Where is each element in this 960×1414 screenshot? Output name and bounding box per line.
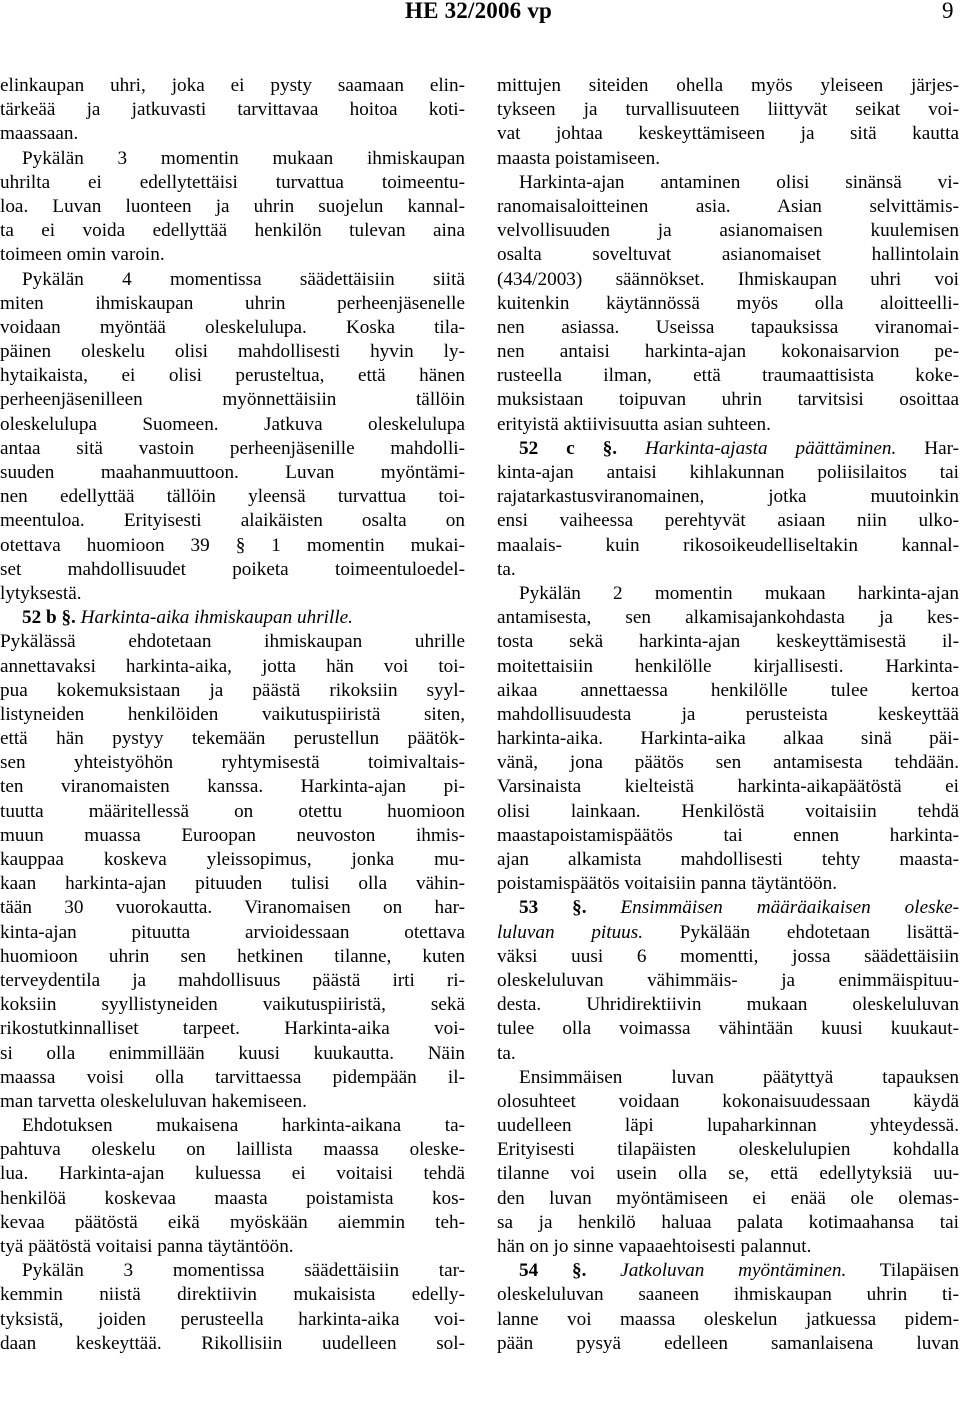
text-line bbox=[497, 1066, 959, 1090]
line-text: (434/2003) säännökset. Ihmiskaupan uhri voi bbox=[497, 268, 959, 290]
line-text: erityistä aktiivisuutta asian suhteen. bbox=[497, 413, 771, 435]
text-line bbox=[0, 703, 465, 727]
line-text: antaa sitä vastoin perheenjäsenille mahdolli- bbox=[0, 437, 465, 459]
line-text: Tilapäisen bbox=[846, 1260, 959, 1282]
text-line bbox=[0, 751, 465, 775]
text-line bbox=[0, 679, 465, 703]
text-line bbox=[0, 122, 465, 146]
line-text: Har- bbox=[896, 437, 959, 459]
section-number: 52 b §. bbox=[22, 607, 76, 629]
line-text: tyä päätöstä voitaisi panna täytäntöön. bbox=[0, 1236, 294, 1257]
section-title: Ensimmäisen määräaikaisen oleske- bbox=[620, 897, 959, 919]
line-text: lanne voi maassa oleskelun jatkuessa pidem- bbox=[497, 1308, 959, 1330]
text-line bbox=[497, 219, 959, 243]
text-line bbox=[497, 1042, 959, 1066]
text-line bbox=[497, 388, 959, 412]
text-line bbox=[0, 630, 465, 654]
text-line bbox=[0, 872, 465, 896]
line-text: si olla enimmillään kuusi kuukautta. Näin bbox=[0, 1042, 465, 1064]
text-line bbox=[497, 775, 959, 799]
line-text: nen edellyttää tällöin yleensä turvattua toi- bbox=[0, 486, 465, 508]
text-line bbox=[497, 461, 959, 485]
text-line bbox=[497, 1235, 959, 1259]
text-line bbox=[497, 727, 959, 751]
line-text: sa ja henkilö haluaa palata kotimaahansa tai bbox=[497, 1211, 959, 1233]
line-text: Ehdotuksen mukaisena harkinta-aikana ta- bbox=[22, 1115, 465, 1137]
line-text: antamisesta, sen alkamisajankohdasta ja kes- bbox=[497, 607, 959, 629]
line-text: maassa voisi olla tarvittaessa pidempään il- bbox=[0, 1066, 465, 1088]
line-text: Pykälän 3 momentin mukaan ihmiskaupan bbox=[22, 147, 465, 169]
line-text: ta ei voida edellyttää henkilön tulevan aina bbox=[0, 220, 465, 242]
line-text: nen asiassa. Useissa tapauksissa viranomai- bbox=[497, 316, 959, 338]
line-text: maalais- kuin rikosoikeudelliseltakin kannal- bbox=[497, 534, 959, 556]
line-text: velvollisuuden ja asianomaisen kuulemisen bbox=[497, 220, 959, 242]
text-line bbox=[0, 171, 465, 195]
line-text: osalta soveltuvat asianomaiset hallintolain bbox=[497, 244, 959, 266]
text-line bbox=[497, 413, 959, 437]
line-text: olosuhteet voidaan kokonaisuudessaan käydä bbox=[497, 1090, 959, 1112]
line-text: aikaa annettaessa henkilölle tulee kertoa bbox=[497, 679, 959, 701]
text-line bbox=[497, 921, 959, 945]
line-text: kinta-ajan pituutta arvioidessaan otettava bbox=[0, 921, 465, 943]
line-text: Pykälän 4 momentissa säädettäisiin siitä bbox=[22, 268, 465, 290]
text-line bbox=[497, 316, 959, 340]
text-line bbox=[0, 1211, 465, 1235]
text-line bbox=[497, 268, 959, 292]
text-line bbox=[0, 848, 465, 872]
section-number: 54 §. bbox=[519, 1260, 587, 1282]
document-id: HE 32/2006 vp bbox=[405, 0, 553, 23]
line-text: ranomaisaloitteinen asia. Asian selvittämis- bbox=[497, 195, 959, 217]
text-line bbox=[497, 655, 959, 679]
text-line bbox=[0, 509, 465, 533]
line-text: maasta poistamiseen. bbox=[497, 147, 661, 169]
text-line bbox=[0, 558, 465, 582]
line-text: listyneiden henkilöiden vaikutuspiiristä siten, bbox=[0, 703, 465, 725]
text-line bbox=[497, 751, 959, 775]
text-line bbox=[0, 800, 465, 824]
text-line bbox=[497, 122, 959, 146]
line-text: Erityisesti tilapäisten oleskelulupien kohdalla bbox=[497, 1139, 959, 1161]
text-line bbox=[497, 1162, 959, 1186]
text-line bbox=[0, 1283, 465, 1307]
text-line bbox=[497, 679, 959, 703]
line-text: oleskelulupa Suomeen. Jatkuva oleskelulupa bbox=[0, 413, 465, 435]
line-text: miten ihmiskaupan uhrin perheenjäsenelle bbox=[0, 292, 465, 314]
text-line bbox=[0, 1187, 465, 1211]
line-text: suuden maahanmuuttoon. Luvan myöntämi- bbox=[0, 462, 465, 483]
right-column bbox=[497, 74, 959, 1356]
line-text: hytaikaista, ei olisi perusteltua, että hänen bbox=[0, 365, 465, 387]
line-text: Varsinaista kielteistä harkinta-aikapäätöstä ei bbox=[497, 776, 959, 798]
text-line bbox=[0, 1162, 465, 1186]
text-line bbox=[497, 485, 959, 509]
line-text: loa. Luvan luonteen ja uhrin suojelun kannal- bbox=[0, 195, 465, 217]
line-text: Pykälässä ehdotetaan ihmiskaupan uhrille bbox=[0, 631, 465, 653]
line-text: mahdollisuudesta ja perusteista keskeyttää bbox=[497, 703, 959, 725]
text-line bbox=[0, 775, 465, 799]
line-text: annettavaksi harkinta-aika, jotta hän voi toi- bbox=[0, 655, 465, 677]
line-text: lua. Harkinta-ajan kuluessa ei voitaisi tehdä bbox=[0, 1163, 465, 1185]
text-line bbox=[0, 1138, 465, 1162]
text-line bbox=[0, 437, 465, 461]
line-text: tuutta määritellessä on otettu huomioon bbox=[0, 800, 465, 822]
line-text: voidaan myöntää oleskelulupa. Koska tila- bbox=[0, 316, 465, 338]
line-text: koksiin syyllistyneiden vaikutuspiiristä, sekä bbox=[0, 994, 465, 1016]
text-line bbox=[497, 1017, 959, 1041]
section-title: Jatkoluvan myöntäminen. bbox=[620, 1260, 847, 1282]
text-line bbox=[497, 340, 959, 364]
text-line bbox=[0, 195, 465, 219]
line-text: ta. bbox=[497, 1042, 516, 1064]
line-text: oleskeluluvan saaneen ihmiskaupan uhrin ti- bbox=[497, 1284, 959, 1306]
text-line bbox=[0, 1259, 465, 1283]
line-text: hän on jo sinne vapaaehtoisesti palannut. bbox=[497, 1236, 812, 1257]
line-text: Pykälään ehdotetaan lisättä- bbox=[643, 921, 959, 943]
line-text: moitettaisiin henkilölle kirjallisesti. Harkinta- bbox=[497, 655, 959, 677]
text-line bbox=[0, 243, 465, 267]
page-number: 9 bbox=[942, 0, 954, 23]
line-text: nen antaisi harkinta-ajan kokonaisarvion pe- bbox=[497, 341, 959, 363]
text-line bbox=[497, 1308, 959, 1332]
text-line bbox=[497, 98, 959, 122]
section-title: luluvan pituus. bbox=[497, 921, 644, 943]
section-title: Harkinta-ajasta päättäminen. bbox=[644, 437, 897, 459]
line-text: man tarvetta oleskeluluvan hakemiseen. bbox=[0, 1090, 307, 1112]
text-line bbox=[0, 268, 465, 292]
line-text: Pykälän 2 momentin mukaan harkinta-ajan bbox=[519, 582, 959, 604]
text-line bbox=[0, 98, 465, 122]
line-text: poistamispäätös voitaisiin panna täytäntöön. bbox=[497, 873, 837, 895]
text-line bbox=[497, 969, 959, 993]
text-line bbox=[0, 147, 465, 171]
text-line bbox=[497, 848, 959, 872]
line-text: muksistaan toipuvan uhrin tarvitsisi osoittaa bbox=[497, 389, 959, 411]
text-line bbox=[497, 945, 959, 969]
text-line bbox=[497, 872, 959, 896]
text-line bbox=[497, 993, 959, 1017]
text-line bbox=[0, 896, 465, 920]
text-line bbox=[0, 1332, 465, 1356]
line-text: oleskeluluvan vähimmäis- ja enimmäispituu- bbox=[497, 969, 959, 991]
line-text: tärkeää ja jatkuvasti tarvittavaa hoitoa koti- bbox=[0, 99, 465, 121]
line-text: rajatarkastusviranomainen, jotka muutoinkin bbox=[497, 486, 959, 508]
text-line bbox=[497, 630, 959, 654]
text-line bbox=[497, 74, 959, 98]
text-line bbox=[497, 147, 959, 171]
text-line bbox=[0, 1017, 465, 1041]
line-text: kevaa päätöstä eikä myöskään aiemmin teh- bbox=[0, 1211, 465, 1233]
text-line bbox=[0, 74, 465, 98]
text-line bbox=[497, 582, 959, 606]
text-line bbox=[497, 1114, 959, 1138]
text-line bbox=[0, 316, 465, 340]
line-text: uudelleen läpi lupaharkinnan yhteydessä. bbox=[497, 1115, 959, 1137]
line-text: harkinta-aika. Harkinta-aika alkaa sinä päi- bbox=[497, 728, 959, 750]
section-title: Harkinta-aika ihmiskaupan uhrille. bbox=[80, 607, 353, 629]
text-line bbox=[497, 800, 959, 824]
text-line bbox=[0, 413, 465, 437]
text-line bbox=[497, 243, 959, 267]
text-line bbox=[497, 606, 959, 630]
line-text: vänä, jona päätös sen antamisesta tehdään. bbox=[497, 752, 959, 774]
text-line bbox=[0, 461, 465, 485]
line-text: rusteella ilman, että traumaattisista koke- bbox=[497, 365, 959, 387]
text-line bbox=[0, 606, 465, 630]
text-line bbox=[0, 969, 465, 993]
section-number: 52 c §. bbox=[519, 437, 618, 459]
text-line bbox=[0, 1114, 465, 1138]
line-text: tykseen ja turvallisuuteen liittyvät seikat voi- bbox=[497, 99, 959, 121]
line-text: kinta-ajan antaisi kihlakunnan poliisilaitos tai bbox=[497, 462, 959, 483]
page-header bbox=[0, 0, 960, 30]
line-text: desta. Uhridirektiivin mukaan oleskeluluvan bbox=[497, 994, 959, 1016]
line-text: meentuloa. Erityisesti alaikäisten osalta on bbox=[0, 510, 465, 532]
line-text: perheenjäsenilleen myönnettäisiin tällöin bbox=[0, 389, 465, 411]
line-text: tään 30 vuorokautta. Viranomaisen on har- bbox=[0, 897, 465, 919]
line-text: pua kokemuksistaan ja päästä rikoksiin syyl- bbox=[0, 679, 465, 701]
line-text: muun muassa Euroopan neuvoston ihmis- bbox=[0, 824, 465, 846]
text-line bbox=[497, 1259, 959, 1283]
line-text: kuitenkin käytännössä myös olla aloitteelli- bbox=[497, 292, 959, 314]
text-line bbox=[497, 1283, 959, 1307]
line-text: Pykälän 3 momentissa säädettäisiin tar- bbox=[22, 1260, 465, 1282]
text-line bbox=[0, 945, 465, 969]
line-text: maastapoistamispäätös tai ennen harkinta- bbox=[497, 824, 959, 846]
text-line bbox=[0, 655, 465, 679]
text-line bbox=[0, 1235, 465, 1259]
text-line bbox=[0, 993, 465, 1017]
left-column bbox=[0, 74, 465, 1356]
text-line bbox=[0, 485, 465, 509]
text-line bbox=[497, 1187, 959, 1211]
line-text: toimeen omin varoin. bbox=[0, 244, 165, 266]
text-line bbox=[0, 534, 465, 558]
text-line bbox=[497, 896, 959, 920]
line-text: että hän pystyy tekemään perustellun päätök- bbox=[0, 728, 465, 750]
line-text: pään pysyä edelleen samanlaisena luvan bbox=[497, 1332, 959, 1354]
text-line bbox=[497, 292, 959, 316]
text-line bbox=[497, 534, 959, 558]
text-line bbox=[0, 364, 465, 388]
line-text: ensi vaiheessa perehtyvät asiaan niin ulko- bbox=[497, 510, 959, 532]
text-line bbox=[497, 703, 959, 727]
text-line bbox=[497, 509, 959, 533]
line-text: olisi lainkaan. Henkilöstä voitaisiin tehdä bbox=[497, 800, 959, 822]
line-text: väksi uusi 6 momentti, jossa säädettäisiin bbox=[497, 945, 959, 967]
line-text: ten viranomaisten kanssa. Harkinta-ajan pi- bbox=[0, 776, 465, 798]
line-text: ajan alkamista mahdollisesti tehty maasta- bbox=[497, 849, 959, 870]
text-line bbox=[497, 171, 959, 195]
text-line bbox=[497, 1138, 959, 1162]
line-text: kemmin niistä direktiivin mukaisista edelly- bbox=[0, 1284, 465, 1306]
text-line bbox=[497, 437, 959, 461]
line-text: terveydentila ja mahdollisuus päästä irti ri- bbox=[0, 969, 465, 991]
text-line bbox=[0, 582, 465, 606]
line-text: daan keskeyttää. Rikollisiin uudelleen sol- bbox=[0, 1332, 465, 1354]
text-line bbox=[497, 1332, 959, 1356]
text-line bbox=[497, 824, 959, 848]
line-text: päinen oleskelu olisi mahdollisesti hyvin ly- bbox=[0, 341, 465, 363]
line-text: uhrilta ei edellytettäisi turvattua toimeentu- bbox=[0, 171, 465, 193]
text-line bbox=[0, 1066, 465, 1090]
text-line bbox=[497, 195, 959, 219]
text-line bbox=[0, 1308, 465, 1332]
text-line bbox=[497, 558, 959, 582]
line-text: vat johtaa keskeyttämiseen ja sitä kautta bbox=[497, 123, 959, 145]
line-text: otettava huomioon 39 § 1 momentin mukai- bbox=[0, 534, 465, 556]
line-text: tulee olla voimassa vähintään kuusi kuukaut- bbox=[497, 1018, 959, 1040]
line-text: ta. bbox=[497, 558, 516, 580]
text-line bbox=[0, 824, 465, 848]
text-line bbox=[0, 340, 465, 364]
line-text: Ensimmäisen luvan päätyttyä tapauksen bbox=[519, 1066, 959, 1088]
line-text: henkilöä koskevaa maasta poistamista kos- bbox=[0, 1187, 465, 1209]
text-line bbox=[497, 1090, 959, 1114]
text-line bbox=[0, 921, 465, 945]
line-text: mittujen siteiden ohella myös yleiseen järjes- bbox=[497, 75, 959, 96]
line-text: tyksistä, joiden perusteella harkinta-aika voi- bbox=[0, 1308, 465, 1330]
line-text: set mahdollisuudet poiketa toimeentuloedel- bbox=[0, 558, 465, 580]
line-text: huomioon uhrin sen hetkinen tilanne, kuten bbox=[0, 945, 465, 967]
line-text: pahtuva oleskelu on laillista maassa oleske- bbox=[0, 1139, 465, 1161]
line-text: rikostutkinnalliset tarpeet. Harkinta-aika voi- bbox=[0, 1018, 465, 1040]
text-line bbox=[497, 1211, 959, 1235]
line-text: lytyksestä. bbox=[0, 582, 82, 604]
line-text: den luvan myöntämiseen ei enää ole olemas- bbox=[497, 1187, 959, 1209]
line-text: maassaan. bbox=[0, 123, 79, 145]
section-number: 53 §. bbox=[519, 897, 587, 919]
text-line bbox=[0, 727, 465, 751]
line-text: tilanne voi usein olla se, että edellytyksiä uu- bbox=[497, 1163, 959, 1185]
text-line bbox=[0, 388, 465, 412]
line-text: sen yhteistyöhön ryhtymisestä toimivaltais- bbox=[0, 752, 465, 774]
line-text: elinkaupan uhri, joka ei pysty saamaan elin- bbox=[0, 75, 465, 96]
text-line bbox=[497, 364, 959, 388]
line-text: Harkinta-ajan antaminen olisi sinänsä vi- bbox=[519, 171, 959, 193]
text-line bbox=[0, 1042, 465, 1066]
text-line bbox=[0, 1090, 465, 1114]
line-text: kauppaa koskeva yleissopimus, jonka mu- bbox=[0, 849, 465, 870]
text-line bbox=[0, 292, 465, 316]
line-text: kaan harkinta-ajan pituuden tulisi olla vähin- bbox=[0, 873, 465, 895]
line-text: tosta sekä harkinta-ajan keskeyttämisestä il- bbox=[497, 631, 959, 653]
text-line bbox=[0, 219, 465, 243]
